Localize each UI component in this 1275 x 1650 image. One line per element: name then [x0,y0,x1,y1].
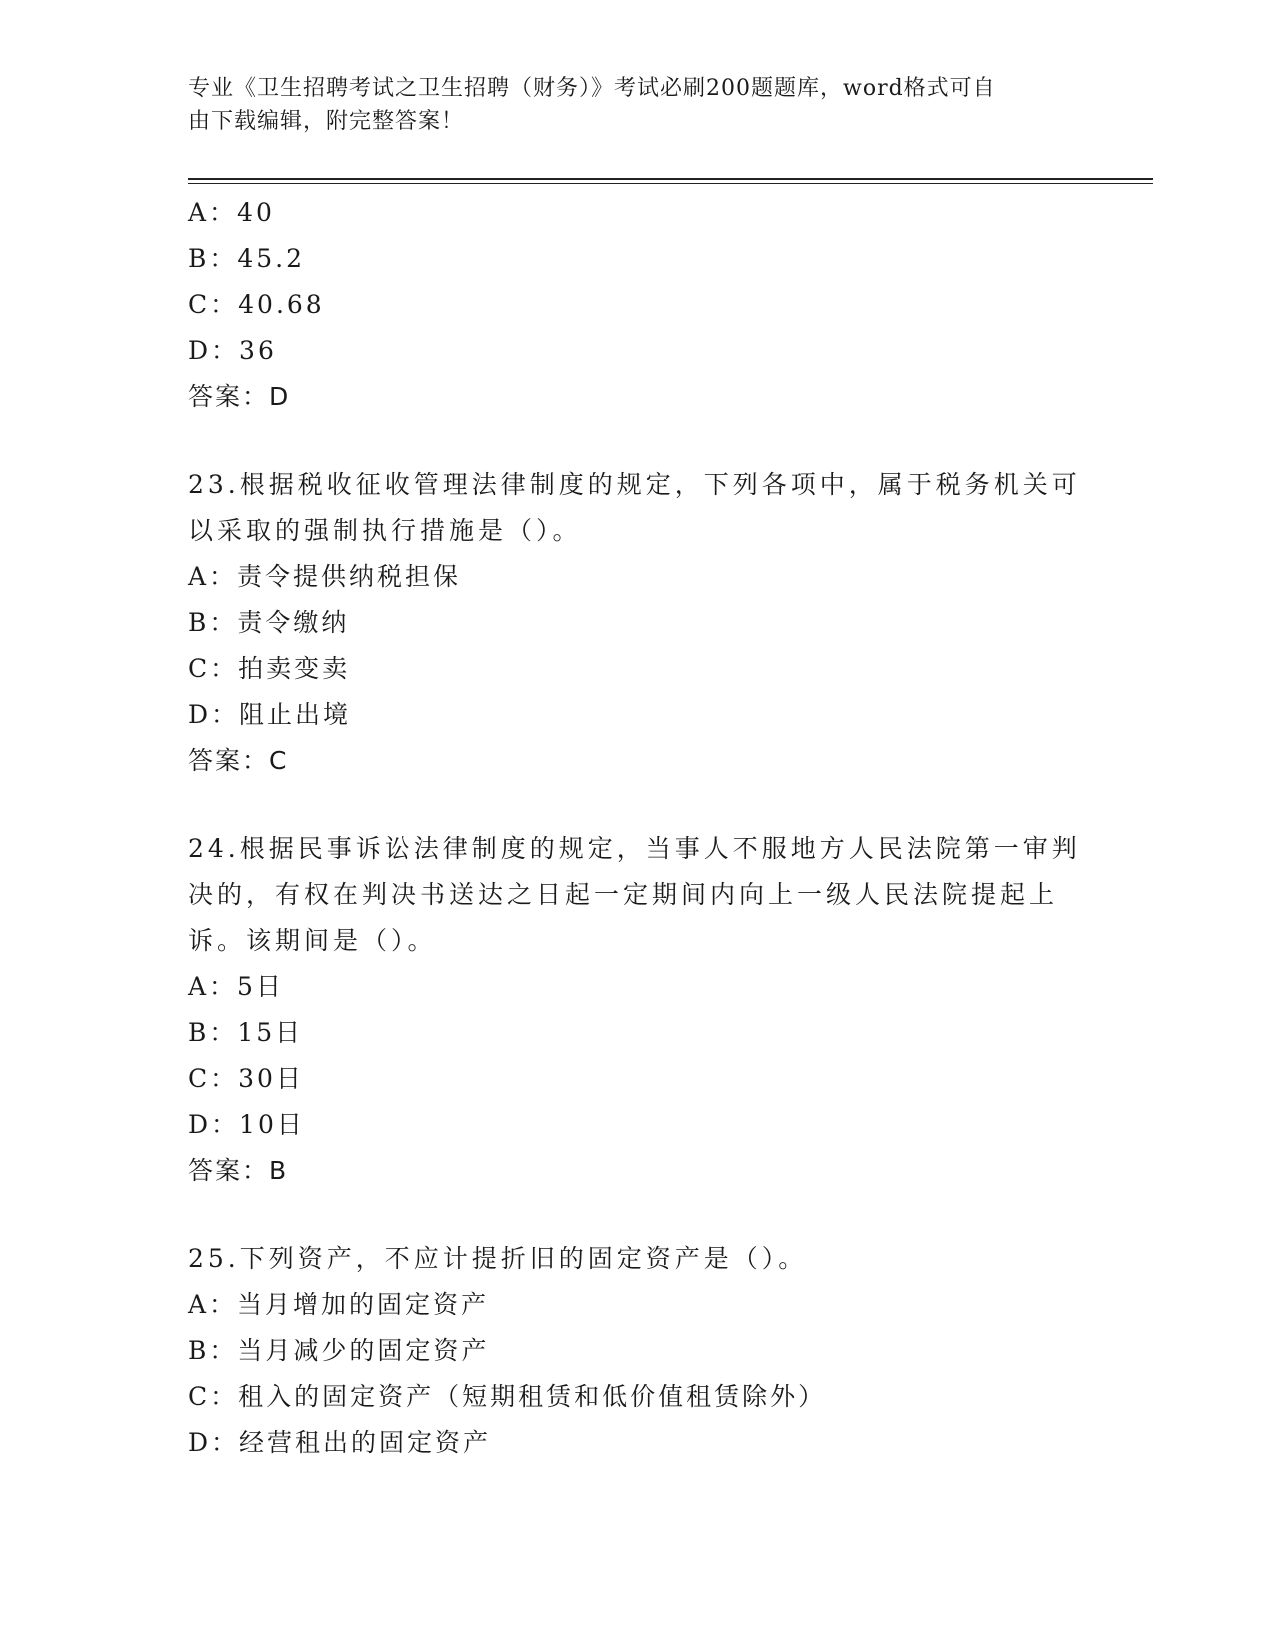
header-divider-thin [188,183,1153,184]
header-line-2: 由下载编辑，附完整答案！ [188,109,465,134]
spacer [188,1194,1088,1236]
option-c: C：40.68 [188,290,325,319]
option-b: B：15日 [188,1018,304,1047]
answer: 答案：D [188,382,291,411]
option-a: A：5日 [188,972,284,1001]
question-24 [188,826,1088,1194]
option-b: B：45.2 [188,244,306,273]
document-header [188,72,1068,138]
spacer [188,420,1088,462]
option-a: A：40 [188,198,275,227]
question-text-line: 以采取的强制执行措施是（）。 [188,516,582,545]
option-a: A：当月增加的固定资产 [188,1290,490,1319]
option-b: B：当月减少的固定资产 [188,1336,490,1365]
question-text-line: 决的，有权在判决书送达之日起一定期间内向上一级人民法院提起上 [188,880,1059,909]
option-d: D：36 [188,336,277,365]
question-22 [188,190,1088,420]
header-line-1: 专业《卫生招聘考试之卫生招聘（财务）》考试必刷200题题库，word格式可自 [188,76,996,101]
option-a: A：责令提供纳税担保 [188,562,462,591]
option-c: C：拍卖变卖 [188,654,351,683]
question-text-line: 诉。该期间是（）。 [188,926,437,955]
option-c: C：30日 [188,1064,304,1093]
option-d: D：阻止出境 [188,700,352,729]
option-d: D：10日 [188,1110,305,1139]
question-23 [188,462,1088,784]
question-25 [188,1236,1088,1466]
header-divider-thick [188,178,1153,180]
answer: 答案：C [188,746,289,775]
option-c: C：租入的固定资产（短期租赁和低价值租赁除外） [188,1382,827,1411]
spacer [188,784,1088,826]
question-text-line: 24.根据民事诉讼法律制度的规定，当事人不服地方人民法院第一审判 [188,834,1081,863]
option-d: D：经营租出的固定资产 [188,1428,492,1457]
question-list [188,190,1088,1466]
question-text-line: 23.根据税收征收管理法律制度的规定，下列各项中，属于税务机关可 [188,470,1081,499]
option-b: B：责令缴纳 [188,608,350,637]
answer: 答案：B [188,1156,289,1185]
question-text-line: 25.下列资产，不应计提折旧的固定资产是（）。 [188,1244,808,1273]
